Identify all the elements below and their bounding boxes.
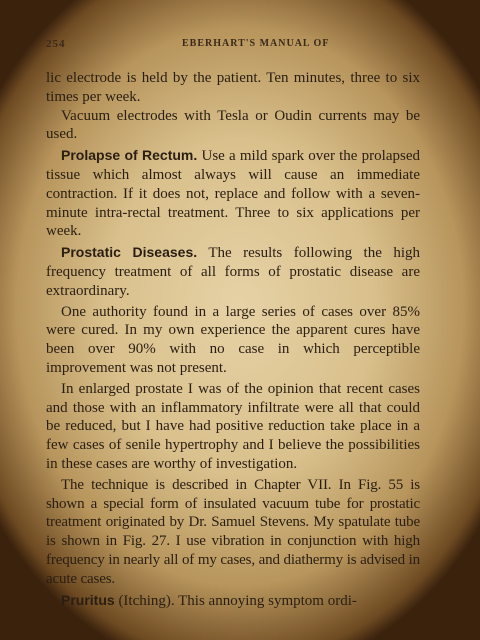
paragraph-technique: The technique is described in Chapter VII. In Fig. 55 is shown a special form of insulated vacuum tube for prostatic treatment originated by Dr. Samuel Stevens. My spatulate tube is shown in Fig. 27. I use vibration in conjunction with high frequency in nearly all of my cases, and diathermy is advised in acute cases.	[46, 476, 420, 587]
paragraph-prostatic-diseases: Prostatic Diseases. The results following the high frequency treatment of all forms of prostatic disease are extraordinary.	[46, 244, 420, 299]
running-title: EBERHART'S MANUAL OF	[182, 38, 330, 49]
paragraph-continuation: lic electrode is held by the patient. Ten minutes, three to six times per week.	[46, 70, 420, 105]
paragraph-authority: One authority found in a large series of cases over 85% were cured. In my own experience the apparent cures have been over 90% with no case in which perceptible improvement was not present.	[46, 303, 420, 376]
section-heading-prostatic: Prostatic Diseases.	[61, 244, 198, 261]
paragraph-vacuum-electrodes: Vacuum electrodes with Tesla or Oudin currents may be used.	[46, 107, 420, 143]
page-number: 254	[46, 38, 66, 50]
paragraph-prolapse-of-rectum: Prolapse of Rectum. Use a mild spark over the prolapsed tissue which almost always will cause an immediate contraction. If it does not, replace and follow with a seven-minute intra-rectal treatment. Three to six applications per week.	[46, 147, 420, 240]
section-heading-pruritus: Pruritus	[61, 591, 115, 608]
page-header	[46, 38, 426, 56]
paragraph-pruritus: Pruritus (Itching). This annoying symptom ordi-	[61, 591, 357, 609]
section-heading-prolapse: Prolapse of Rectum.	[61, 147, 198, 164]
page-body	[46, 69, 420, 610]
paragraph-enlarged-prostate: In enlarged prostate I was of the opinion that recent cases and those with an inflammatory infiltrate were all that could be reduced, but I have had positive reduction take place in a few cases of senile hypertrophy and I believe the possibilities in these cases are worthy of investigation.	[46, 380, 420, 472]
